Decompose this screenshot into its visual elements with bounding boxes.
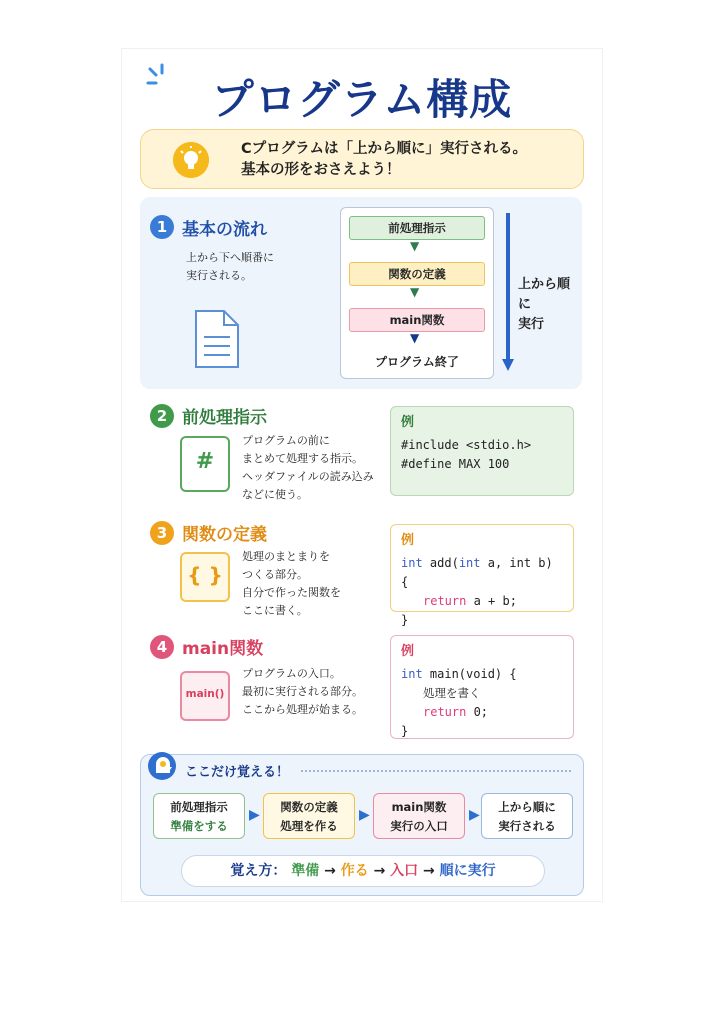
code-example: 例 #include <stdio.h> #define MAX 100 [390,406,574,496]
section-title: 関数の定義 [182,525,267,545]
flow-step-function: 関数の定義 [349,262,485,286]
code-line: int main(void) { [401,667,517,681]
section-description: プログラムの入口。 最初に実行される部分。 ここから処理が始まる。 [242,667,363,716]
summary-step-function: 関数の定義 処理を作る [263,793,355,839]
code-example: 例 int main(void) { 処理を書く return 0; } [390,635,574,739]
braces-icon: { } [180,552,230,602]
lightbulb-icon [173,142,209,178]
section-preprocessor [140,394,582,506]
page-title: プログラム構成 [211,75,513,124]
flow-step-main: main関数 [349,308,485,332]
summary-panel [140,754,584,896]
main-function-icon: main() [180,671,230,721]
arrow-right-icon: ▶ [359,807,370,823]
summary-step-preprocess: 前処理指示 準備をする [153,793,245,839]
summary-step-order: 上から順に 実行される [481,793,573,839]
code-line: return a + b; [423,594,517,608]
arrow-right-icon: ▶ [469,807,480,823]
summary-title: ここだけ覚える！ [185,765,290,780]
head-icon [147,751,177,781]
poster [121,48,603,902]
code-line: return 0; [423,705,489,719]
section-title: 前処理指示 [182,408,267,428]
hash-file-icon: # [180,436,230,492]
vertical-arrow [502,213,514,373]
intro-line-1: Cプログラムは「上から順に」実行される。 [241,141,527,157]
dotted-divider [301,770,571,772]
arrow-down-icon: ▼ [410,239,420,253]
section-number: 3 [150,521,174,545]
summary-step-main: main関数 実行の入口 [373,793,465,839]
flow-step-preprocess: 前処理指示 [349,216,485,240]
arrow-down-icon: ▼ [410,331,420,345]
document-icon [192,309,242,369]
section-function-definition [140,514,582,627]
memory-tip: 覚え方： 準備 → 作る → 入口 → 順に実行 [181,855,545,887]
code-line: } [401,613,409,627]
intro-callout [140,129,584,189]
intro-line-2: 基本の形をおさえよう！ [241,162,401,178]
section-title: 基本の流れ [182,220,267,240]
section-basic-flow [140,197,582,389]
section-number: 2 [150,404,174,428]
section-number: 1 [150,215,174,239]
section-description: 処理のまとまりを つくる部分。 自分で作った関数を ここに書く。 [242,550,341,617]
intro-text [241,139,527,181]
section-description: プログラムの前に まとめて処理する指示。 ヘッダファイルの読み込み などに使う。 [242,434,374,501]
flow-diagram [340,207,494,379]
flow-side-label: 上から順に 実行 [518,277,571,332]
code-example: 例 int add(int a, int b) { return a + b; } [390,524,574,612]
arrow-right-icon: ▶ [249,807,260,823]
arrow-down-icon: ▼ [410,285,420,299]
section-main-function [140,627,582,745]
code-line: int add(int a, int b) { [401,556,553,589]
code-line: } [401,724,409,738]
section-title: main関数 [182,639,264,659]
section-description: 上から下へ順番に 実行される。 [186,251,274,282]
code-line: 処理を書く [423,686,481,700]
flow-end-label: プログラム終了 [375,355,459,369]
section-number: 4 [150,635,174,659]
